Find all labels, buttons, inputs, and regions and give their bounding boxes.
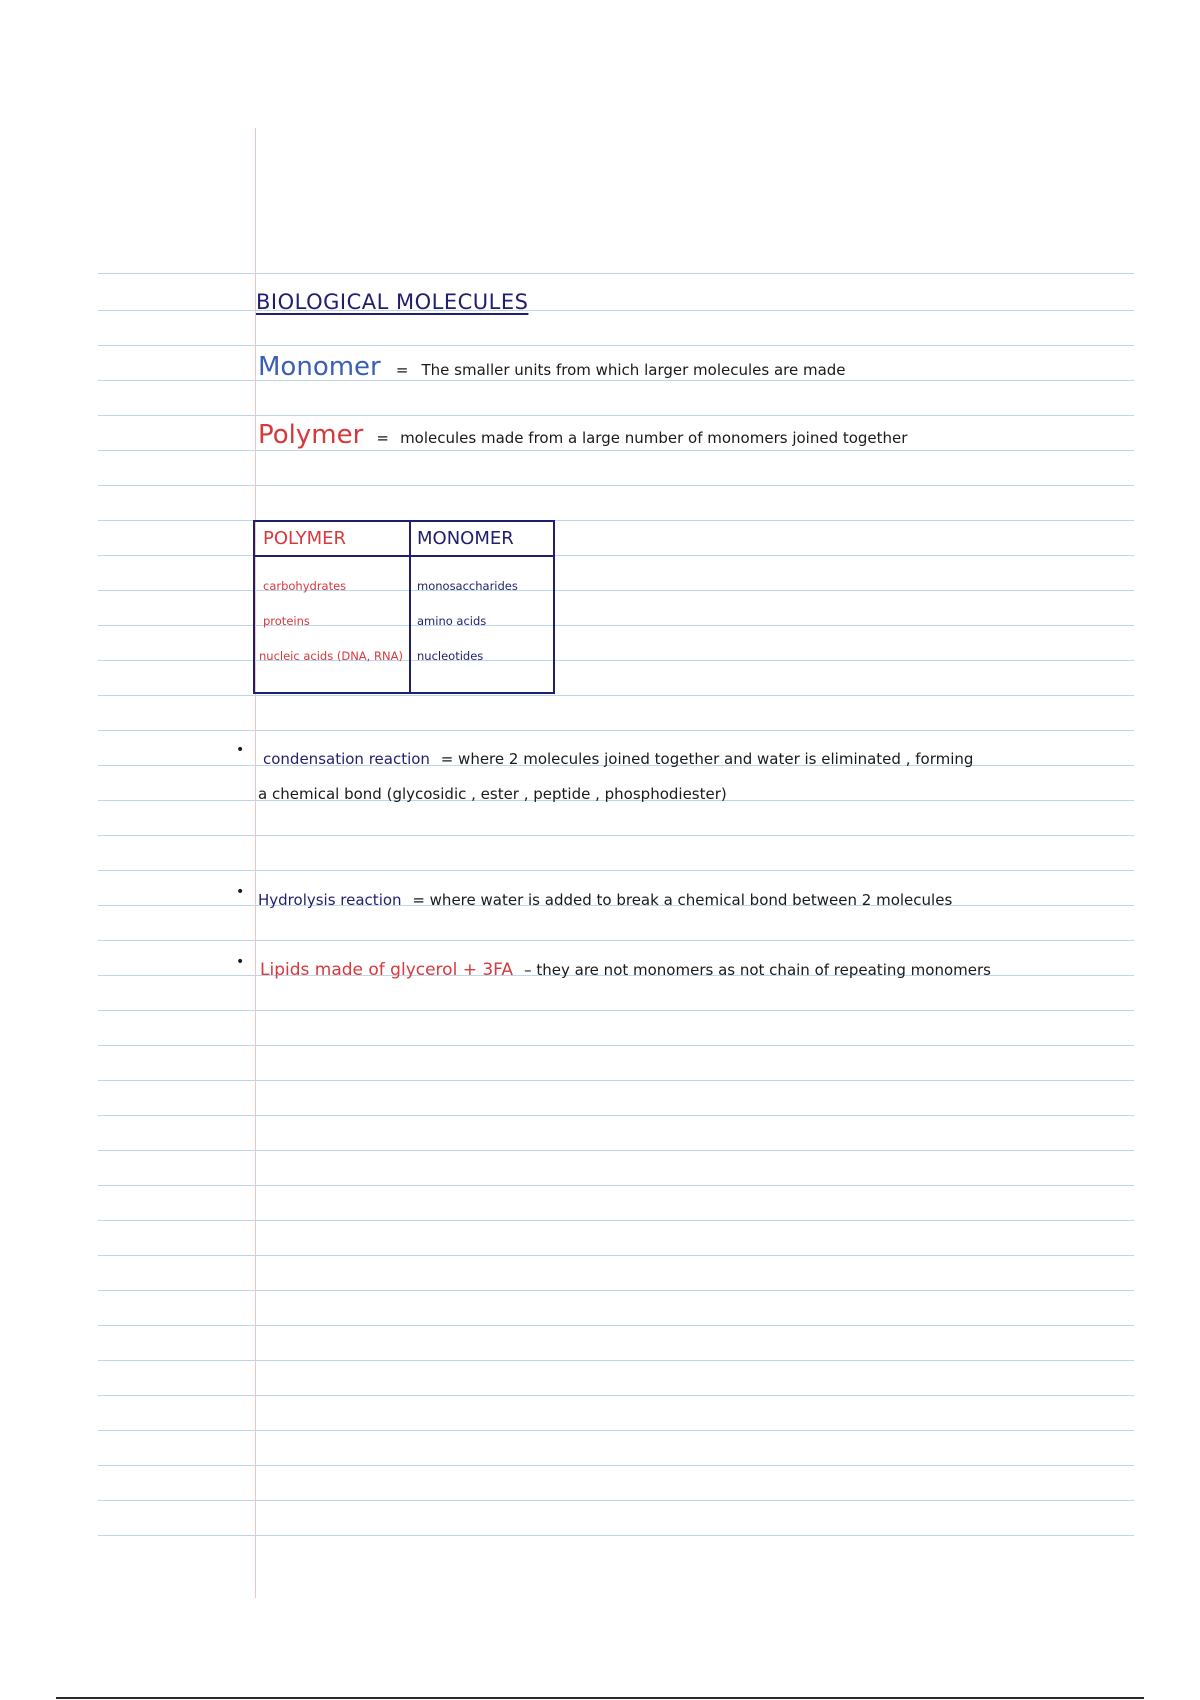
margin-line xyxy=(255,128,256,1598)
ruled-line xyxy=(98,1535,1134,1536)
polymer-equals: = xyxy=(376,429,389,447)
ruled-line xyxy=(98,730,1134,731)
monomer-equals: = xyxy=(395,361,409,379)
table-column-divider xyxy=(409,522,411,692)
table-header-polymer: POLYMER xyxy=(263,528,347,549)
ruled-line xyxy=(98,1290,1134,1291)
table-cell-monomer: amino acids xyxy=(417,614,487,628)
condensation-text: = where 2 molecules joined together and water is eliminated , forming xyxy=(440,750,974,768)
ruled-line xyxy=(98,1220,1134,1221)
ruled-line xyxy=(98,1150,1134,1151)
ruled-line xyxy=(98,1255,1134,1256)
hydrolysis-text: = where water is added to break a chemical bond between 2 molecules xyxy=(412,891,953,909)
ruled-line xyxy=(98,1465,1134,1466)
hydrolysis-note xyxy=(258,891,952,909)
ruled-line xyxy=(98,1115,1134,1116)
ruled-line xyxy=(98,870,1134,871)
monomer-text: The smaller units from which larger molecules are made xyxy=(421,361,846,379)
table-cell-monomer: nucleotides xyxy=(417,649,484,663)
ruled-line xyxy=(98,1325,1134,1326)
monomer-term: Monomer xyxy=(258,352,381,382)
lipids-term: Lipids made of glycerol + 3FA xyxy=(260,960,514,980)
lipids-text: – they are not monomers as not chain of repeating monomers xyxy=(524,961,991,979)
page-title: BIOLOGICAL MOLECULES xyxy=(256,290,529,314)
polymer-monomer-table xyxy=(253,520,555,694)
ruled-line xyxy=(98,1080,1134,1081)
polymer-definition xyxy=(258,420,907,450)
ruled-line xyxy=(98,1360,1134,1361)
condensation-term: condensation reaction xyxy=(263,750,430,768)
table-cell-polymer: proteins xyxy=(263,614,310,628)
monomer-definition xyxy=(258,352,846,382)
ruled-line xyxy=(98,1395,1134,1396)
bullet-marker: • xyxy=(236,742,245,758)
ruled-line xyxy=(98,1010,1134,1011)
table-cell-polymer: nucleic acids (DNA, RNA) xyxy=(259,649,403,663)
table-header-monomer: MONOMER xyxy=(417,528,514,549)
ruled-line xyxy=(98,450,1134,451)
condensation-note xyxy=(263,750,973,768)
table-cell-monomer: monosaccharides xyxy=(417,579,518,593)
ruled-line xyxy=(98,1185,1134,1186)
hydrolysis-term: Hydrolysis reaction xyxy=(258,891,402,909)
lipids-note xyxy=(260,960,991,980)
polymer-term: Polymer xyxy=(258,420,364,450)
bullet-marker: • xyxy=(236,954,245,970)
ruled-line xyxy=(98,1430,1134,1431)
footer-rule xyxy=(56,1697,1144,1699)
ruled-line xyxy=(98,695,1134,696)
table-header-divider xyxy=(255,555,553,557)
ruled-line xyxy=(98,415,1134,416)
ruled-line xyxy=(98,310,1134,311)
ruled-line xyxy=(98,940,1134,941)
ruled-line xyxy=(98,273,1134,274)
polymer-text: molecules made from a large number of monomers joined together xyxy=(400,429,908,447)
ruled-line xyxy=(98,485,1134,486)
ruled-line xyxy=(98,1500,1134,1501)
ruled-line xyxy=(98,1045,1134,1046)
condensation-text-line2: a chemical bond (glycosidic , ester , peptide , phosphodiester) xyxy=(258,785,727,803)
bullet-marker: • xyxy=(236,884,245,900)
ruled-line xyxy=(98,345,1134,346)
ruled-line xyxy=(98,835,1134,836)
table-cell-polymer: carbohydrates xyxy=(263,579,347,593)
